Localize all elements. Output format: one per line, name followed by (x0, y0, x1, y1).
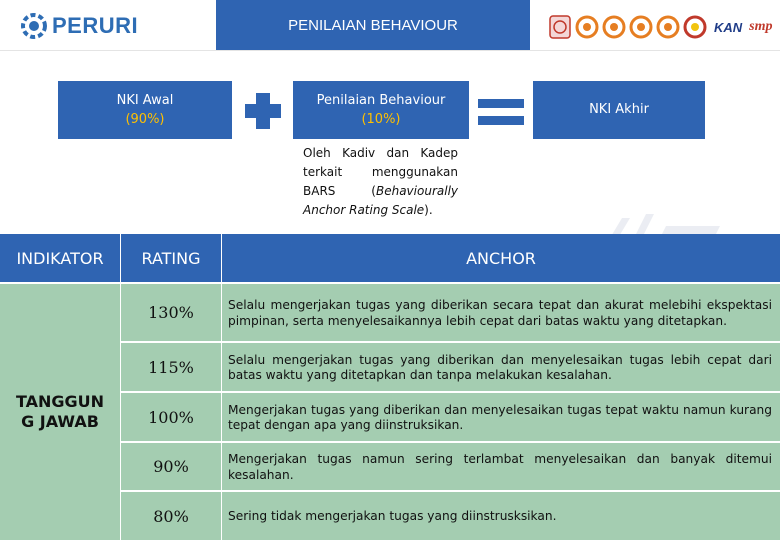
indicator-cell: TANGGUN G JAWAB (0, 284, 120, 540)
peruri-logo-icon (20, 12, 48, 40)
certification-icon (656, 15, 680, 39)
header-rating: RATING (121, 234, 221, 282)
anchor-cell: Selalu mengerjakan tugas yang diberikan dan menyelesaikan tugas lebih cepat dari batas waktu yang ditetapkan dan tanpa melakukan kesalahan. (222, 343, 780, 391)
nki-awal-label: NKI Awal (116, 92, 174, 108)
peruri-logo (20, 6, 150, 46)
logo-text: PERURI (52, 13, 139, 38)
anchor-cell: Selalu mengerjakan tugas yang diberikan secara tepat dan akurat melebihi ekspektasi pimpinan, serta menyelesaikannya lebih cepat dari batas waktu yang ditetapkan. (222, 284, 780, 341)
nki-awal-percent: (90%) (125, 112, 165, 127)
header-divider (0, 50, 780, 51)
table-row (121, 492, 780, 540)
certification-icon (575, 15, 599, 39)
table-row (121, 284, 780, 341)
nki-akhir-box (533, 81, 705, 139)
certification-icon (629, 15, 653, 39)
nki-akhir-label: NKI Akhir (589, 102, 649, 118)
penilaian-behaviour-label: Penilaian Behaviour (316, 92, 446, 108)
certification-logos (548, 8, 780, 46)
header-anchor: ANCHOR (222, 234, 780, 282)
rating-cell: 115% (121, 343, 221, 391)
certification-icon (683, 15, 707, 39)
table-row (121, 393, 780, 441)
header-indikator: INDIKATOR (0, 234, 120, 282)
nki-awal-box (58, 81, 232, 139)
anchor-cell: Mengerjakan tugas yang diberikan dan menyelesaikan tugas tepat waktu namun kurang tepat dengan apa yang diinstruksikan. (222, 393, 780, 441)
table-row (121, 343, 780, 391)
rating-cell: 130% (121, 284, 221, 341)
kan-logo: KAN (714, 19, 743, 35)
rating-cell: 90% (121, 443, 221, 490)
equals-icon (478, 116, 524, 125)
behaviour-note (303, 144, 458, 220)
rating-cell: 100% (121, 393, 221, 441)
equals-icon (478, 99, 524, 108)
note-text: Oleh Kadiv dan Kadep terkait menggunakan BARS ( (303, 146, 458, 198)
anchor-cell: Sering tidak mengerjakan tugas yang diinstrusksikan. (222, 492, 780, 540)
certification-icon (602, 15, 626, 39)
penilaian-behaviour-percent: (10%) (361, 112, 401, 127)
penilaian-behaviour-box (293, 81, 469, 139)
emblem-icon (548, 14, 572, 40)
smp-logo: smp (749, 19, 773, 34)
page-title: PENILAIAN BEHAVIOUR (216, 0, 530, 50)
note-italic-text: Behaviourally Anchor Rating Scale (303, 184, 458, 217)
table-row (121, 443, 780, 490)
anchor-cell: Mengerjakan tugas namun sering terlambat menyelesaikan dan banyak ditemui kesalahan. (222, 443, 780, 490)
plus-icon (245, 104, 281, 118)
rating-cell: 80% (121, 492, 221, 540)
note-end-text: ). (424, 203, 433, 217)
